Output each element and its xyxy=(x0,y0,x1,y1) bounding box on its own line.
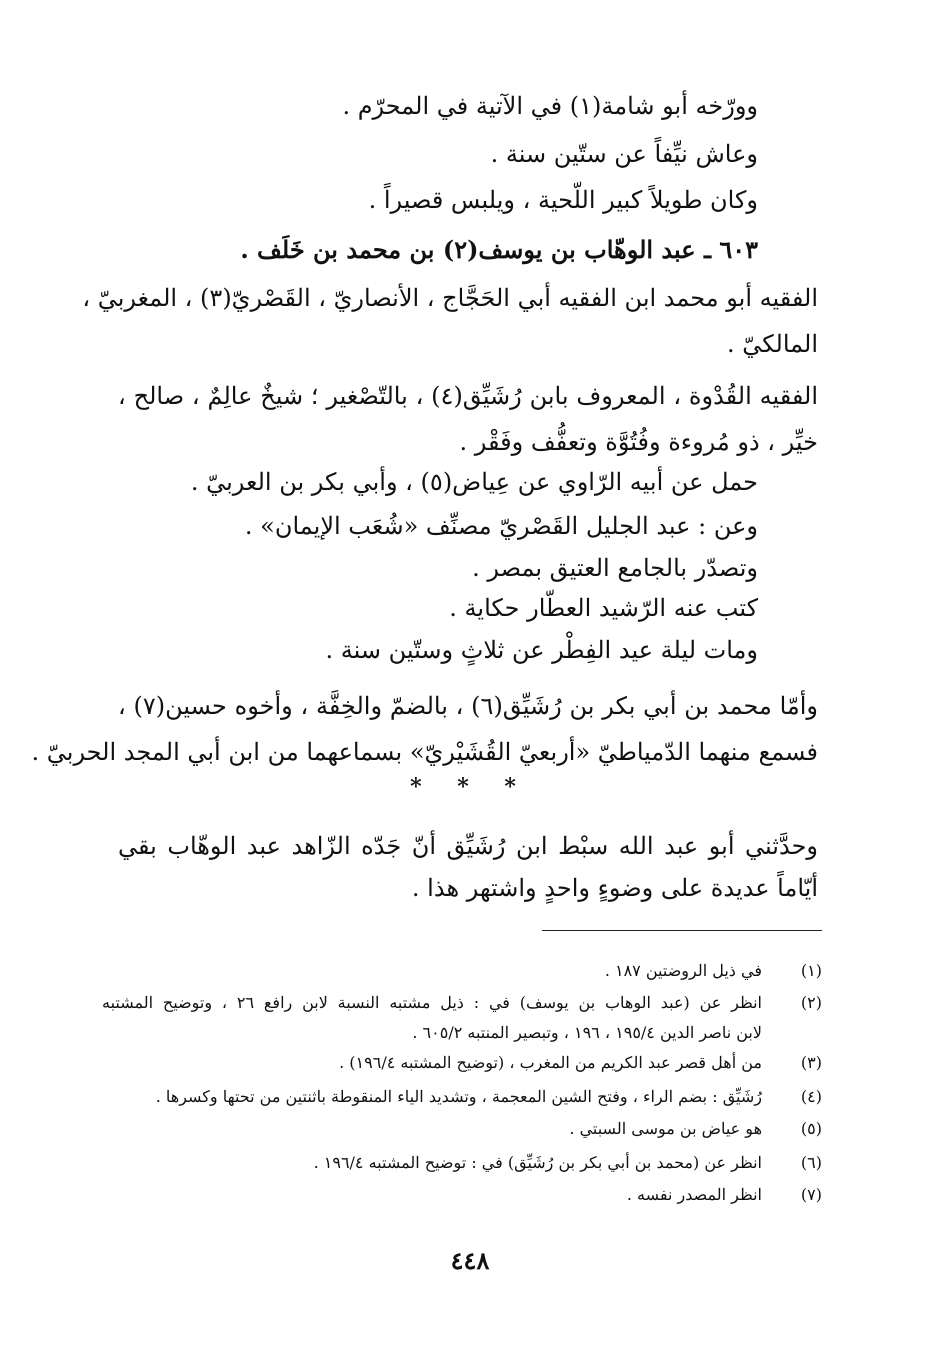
footnote-text: من أهل قصر عبد الكريم من المغرب ، (توضيح المشتبه ١٩٦/٤) . xyxy=(339,1053,762,1072)
text-line: خيِّر ، ذو مُروءة وفُتُوَّة وتعفُّف وفَقْر . xyxy=(459,428,818,456)
text-line: وورّخه أبو شامة(١) في الآتية في المحرّم . xyxy=(342,92,758,120)
text-line: المالكيّ . xyxy=(727,330,818,358)
section-separator: * * * xyxy=(410,774,530,800)
footnote xyxy=(0,1020,940,1046)
text-line: وحدَّثني أبو عبد الله سبْط ابن رُشَيِّق أنّ جَدّه الزّاهد عبد الوهّاب بقي xyxy=(118,832,818,860)
text-line: الفقيه القُدْوة ، المعروف بابن رُشَيِّق(٤) ، بالتّصْغير ؛ شيخٌ عالِمٌ ، صالح ، xyxy=(118,382,818,410)
footnote-text: انظر عن (عبد الوهاب بن يوسف) في : ذيل مشتبه النسبة لابن رافع ٢٦ ، وتوضيح المشتبه xyxy=(102,993,762,1012)
text-line: وعن : عبد الجليل القَصْريّ مصنِّف «شُعَب الإيمان» . xyxy=(244,512,758,540)
footnote-text: في ذيل الروضتين ١٨٧ . xyxy=(604,961,762,980)
text-line: وكان طويلاً كبير اللّحية ، ويلبس قصيراً . xyxy=(368,186,758,214)
footnote-divider xyxy=(542,930,822,931)
footnote-number: (٧) xyxy=(800,1185,822,1204)
footnote-number: (٢) xyxy=(800,993,822,1012)
footnote xyxy=(0,1182,940,1208)
text-line: وتصدّر بالجامع العتيق بمصر . xyxy=(472,554,758,582)
text-line: ومات ليلة عيد الفِطْر عن ثلاثٍ وستّين سنة . xyxy=(325,636,758,664)
footnote-text: هو عياض بن موسى السبتي . xyxy=(569,1119,762,1138)
footnote-text: رُشَيِّق : بضم الراء ، وفتح الشين المعجمة ، وتشديد الياء المنقوطة باثنتين من تحتها وكسرها . xyxy=(155,1087,762,1106)
footnote xyxy=(0,990,940,1016)
footnote xyxy=(0,1116,940,1142)
page-number: ٤٤٨ xyxy=(450,1246,490,1275)
footnote-number: (٣) xyxy=(800,1053,822,1072)
footnote-text: لابن ناصر الدين ١٩٥/٤ ، ١٩٦ ، وتبصير المنتبه ٦٠٥/٢ . xyxy=(412,1023,762,1042)
text-line: حمل عن أبيه الرّاوي عن عِياض(٥) ، وأبي بكر بن العربيّ . xyxy=(190,468,758,496)
text-line: وأمّا محمد بن أبي بكر بن رُشَيِّق(٦) ، بالضمّ والخِفَّة ، وأخوه حسين(٧) ، xyxy=(118,692,818,720)
footnote xyxy=(0,958,940,984)
footnote xyxy=(0,1050,940,1076)
text-line: كتب عنه الرّشيد العطّار حكاية . xyxy=(449,594,758,622)
entry-heading: ٦٠٣ ـ عبد الوهّاب بن يوسف(٢) بن محمد بن خَلَف . xyxy=(240,235,758,264)
text-line: وعاش نيِّفاً عن ستّين سنة . xyxy=(490,140,758,168)
text-line: الفقيه أبو محمد ابن الفقيه أبي الحَجَّاج ، الأنصاريّ ، القَصْريّ(٣) ، المغربيّ ، xyxy=(82,284,818,312)
footnote xyxy=(0,1150,940,1176)
footnote-number: (٥) xyxy=(800,1119,822,1138)
footnote-text: انظر المصدر نفسه . xyxy=(626,1185,762,1204)
footnote-text: انظر عن (محمد بن أبي بكر بن رُشَيِّق) في : توضيح المشتبه ١٩٦/٤ . xyxy=(313,1153,762,1172)
footnote-number: (٦) xyxy=(800,1153,822,1172)
text-line: فسمع منهما الدّمياطيّ «أربعيّ القُشَيْريّ» بسماعهما من ابن أبي المجد الحربيّ . xyxy=(31,738,818,766)
text-line: أيّاماً عديدة على وضوءٍ واحدٍ واشتهر هذا . xyxy=(411,874,818,902)
footnote xyxy=(0,1084,940,1110)
footnote-number: (١) xyxy=(800,961,822,980)
footnote-number: (٤) xyxy=(800,1087,822,1106)
